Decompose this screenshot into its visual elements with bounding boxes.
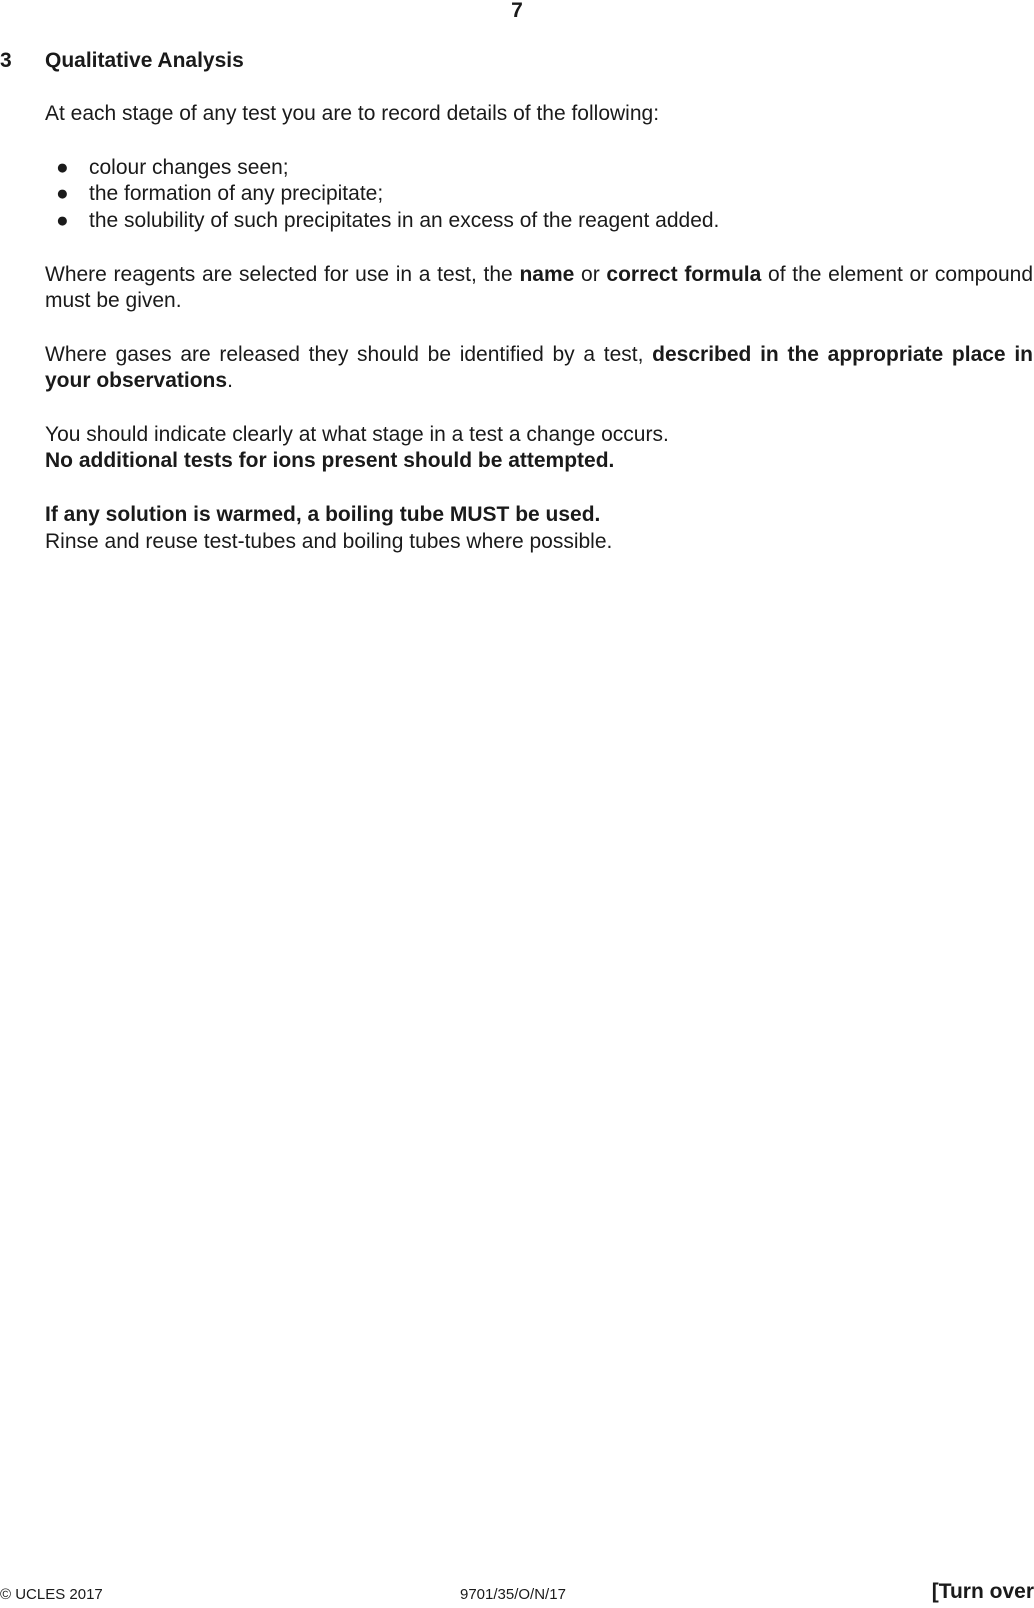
copyright-footer: © UCLES 2017 xyxy=(0,1586,103,1603)
reagents-text: or xyxy=(574,262,607,286)
rinse-text: Rinse and reuse test-tubes and boiling tubes where possible. xyxy=(45,529,613,553)
warmed-text xyxy=(45,502,1033,529)
list-item xyxy=(45,155,1033,182)
no-additional-tests-bold: No additional tests for ions present should be attempted. xyxy=(45,449,615,473)
spacer xyxy=(45,315,1033,342)
spacer xyxy=(45,395,1033,422)
reagents-paragraph xyxy=(45,262,1033,315)
reagents-text: Where reagents are selected for use in a test, the xyxy=(45,262,520,286)
reagents-text: of the element or compound must be given. xyxy=(45,262,1034,313)
question-title: Qualitative Analysis xyxy=(45,49,244,72)
turn-over-footer: [Turn over xyxy=(931,1580,1034,1603)
bullet-icon: ● xyxy=(56,155,69,179)
list-item xyxy=(45,208,1033,235)
paper-code-footer: 9701/35/O/N/17 xyxy=(460,1586,566,1603)
page-number: 7 xyxy=(511,0,523,22)
list-item xyxy=(45,181,1033,208)
list-item-text: colour changes seen; xyxy=(89,155,289,179)
question-number: 3 xyxy=(0,49,12,72)
stage-text: You should indicate clearly at what stage in a test a change occurs. xyxy=(45,422,669,446)
gases-text: . xyxy=(227,369,233,393)
gases-text: Where gases are released they should be identified by a test, xyxy=(45,342,653,366)
bullet-icon: ● xyxy=(56,209,69,233)
spacer xyxy=(45,128,1033,155)
list-item-text: the formation of any precipitate; xyxy=(89,182,384,206)
gases-bold-text: described in the appropriate place in your observations xyxy=(45,342,1033,393)
no-additional-tests-text xyxy=(45,448,1033,475)
spacer xyxy=(45,475,1033,502)
reagents-bold-name: name xyxy=(519,262,575,286)
list-item-text: the solubility of such precipitates in an excess of the reagent added. xyxy=(89,209,720,233)
bullet-icon: ● xyxy=(56,182,69,206)
reagents-bold-formula: correct formula xyxy=(606,262,762,286)
question-content xyxy=(45,48,1033,555)
gases-paragraph xyxy=(45,342,1033,395)
warmed-bold: If any solution is warmed, a boiling tube MUST be used. xyxy=(45,502,601,526)
spacer xyxy=(45,235,1033,262)
observation-list xyxy=(45,155,1033,235)
intro-text: At each stage of any test you are to record details of the following: xyxy=(45,102,660,126)
